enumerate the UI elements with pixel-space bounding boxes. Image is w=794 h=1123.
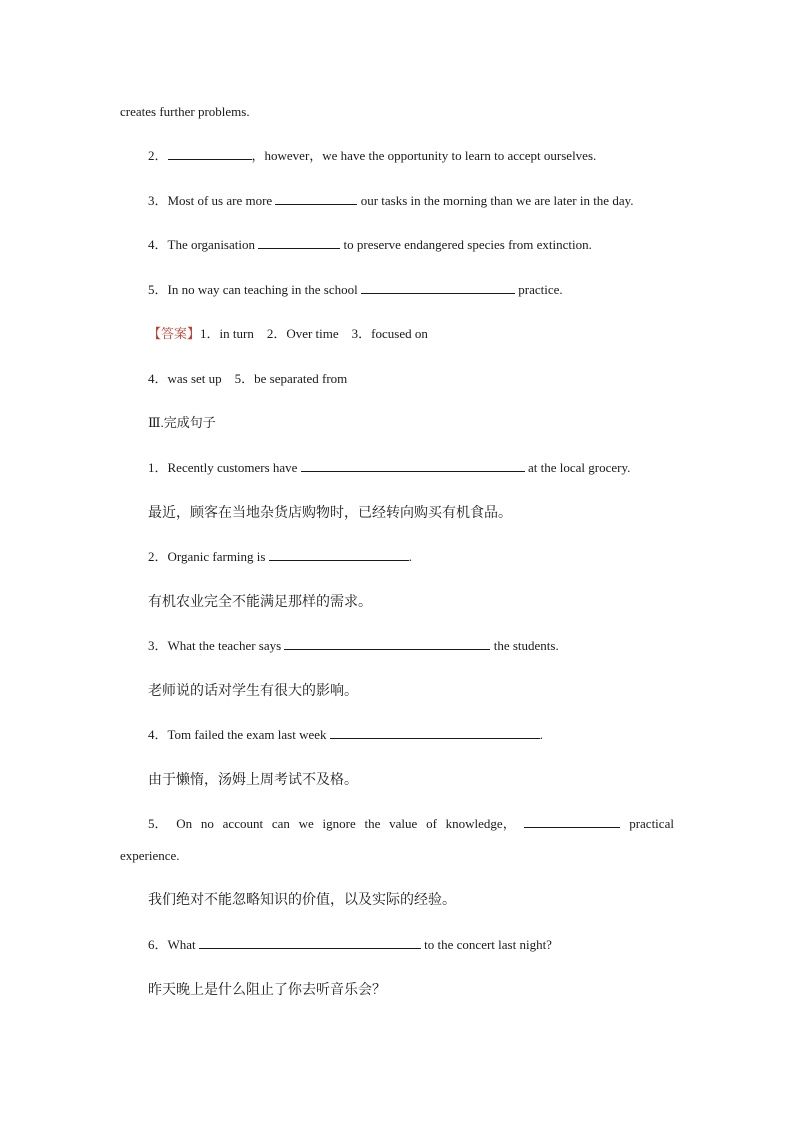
answer-key-line-2 — [148, 371, 347, 387]
text-line — [120, 848, 180, 864]
answer-blank[interactable] — [330, 727, 540, 739]
item-text: to preserve endangered species from extinction. — [343, 237, 592, 252]
section-heading — [148, 415, 216, 431]
sentence-item-2 — [148, 549, 412, 565]
text-line — [120, 104, 250, 120]
translation-line — [148, 982, 386, 998]
item-word: account — [222, 816, 264, 831]
item-word: ignore — [322, 816, 356, 831]
item-text: 2．Organic farming is — [148, 549, 266, 564]
translation-text: 我们绝对不能忽略知识的价值，以及实际的经验。 — [148, 892, 456, 908]
item-number: 2． — [148, 148, 168, 163]
item-word: we — [298, 816, 314, 831]
answer-text: 1．in turn 2．Over time 3．focused on — [200, 326, 428, 341]
sentence-item-6 — [148, 937, 552, 953]
sentence-item-1 — [148, 460, 630, 476]
answer-blank[interactable] — [258, 237, 340, 249]
item-word: of — [426, 816, 437, 831]
item-text: 4．The organisation — [148, 237, 255, 252]
item-word: the — [364, 816, 381, 831]
item-text: at the local grocery. — [527, 460, 631, 475]
item-text: 3．What the teacher says — [148, 638, 282, 653]
exercise-item-4 — [148, 237, 592, 253]
item-text: practice. — [518, 282, 563, 297]
item-word: practical — [629, 816, 674, 831]
item-text: . — [408, 549, 412, 564]
item-text: . — [539, 727, 544, 742]
item-text: the students. — [493, 638, 559, 653]
translation-text: 老师说的话对学生有很大的影响。 — [148, 683, 358, 699]
answer-blank[interactable] — [269, 549, 409, 561]
translation-text: 有机农业完全不能满足那样的需求。 — [148, 594, 372, 610]
item-text: ，however，we have the opportunity to learn to accept ourselves. — [251, 148, 597, 163]
translation-line — [148, 594, 372, 610]
item-word: value — [389, 816, 418, 831]
item-word: knowledge， — [445, 816, 516, 831]
item-text: 4．Tom failed the exam last week — [148, 727, 327, 742]
answer-blank[interactable] — [275, 193, 357, 205]
sentence-item-4 — [148, 727, 543, 743]
translation-line — [148, 892, 456, 908]
sentence-item-3 — [148, 638, 559, 654]
answer-blank[interactable] — [301, 460, 525, 472]
translation-text: 最近，顾客在当地杂货店购物时，已经转向购买有机食品。 — [148, 505, 512, 521]
item-text: 6．What — [148, 937, 196, 952]
item-word: 5． — [148, 816, 168, 831]
answer-blank[interactable] — [524, 816, 620, 828]
answer-blank[interactable] — [199, 937, 421, 949]
section-title: Ⅲ.完成句子 — [148, 415, 216, 430]
item-text: our tasks in the morning than we are later in the day. — [360, 193, 634, 208]
answer-tag: 【答案】 — [148, 327, 201, 342]
translation-line — [148, 505, 512, 521]
exercise-item-2 — [148, 148, 596, 164]
exercise-item-5 — [148, 282, 563, 298]
answer-blank[interactable] — [284, 638, 490, 650]
item-text: 3．Most of us are more — [148, 193, 273, 208]
answer-key-line-1 — [148, 326, 428, 343]
exercise-item-3 — [148, 193, 634, 209]
answer-text: 4．was set up 5．be separated from — [148, 371, 348, 386]
item-word: On — [176, 816, 193, 831]
item-text: 1．Recently customers have — [148, 460, 298, 475]
item-text: to the concert last night? — [424, 937, 552, 952]
answer-blank[interactable] — [168, 148, 252, 160]
item-word: no — [200, 816, 214, 831]
translation-text: 由于懒惰，汤姆上周考试不及格。 — [148, 772, 358, 788]
text: creates further problems. — [120, 104, 250, 119]
sentence-item-5 — [148, 816, 674, 832]
item-word: can — [271, 816, 290, 831]
translation-text: 昨天晚上是什么阻止了你去听音乐会？ — [148, 982, 386, 998]
translation-line — [148, 772, 358, 788]
translation-line — [148, 683, 358, 699]
item-text: 5．In no way can teaching in the school — [148, 282, 358, 297]
item-text: experience. — [120, 848, 180, 863]
answer-blank[interactable] — [361, 282, 515, 294]
